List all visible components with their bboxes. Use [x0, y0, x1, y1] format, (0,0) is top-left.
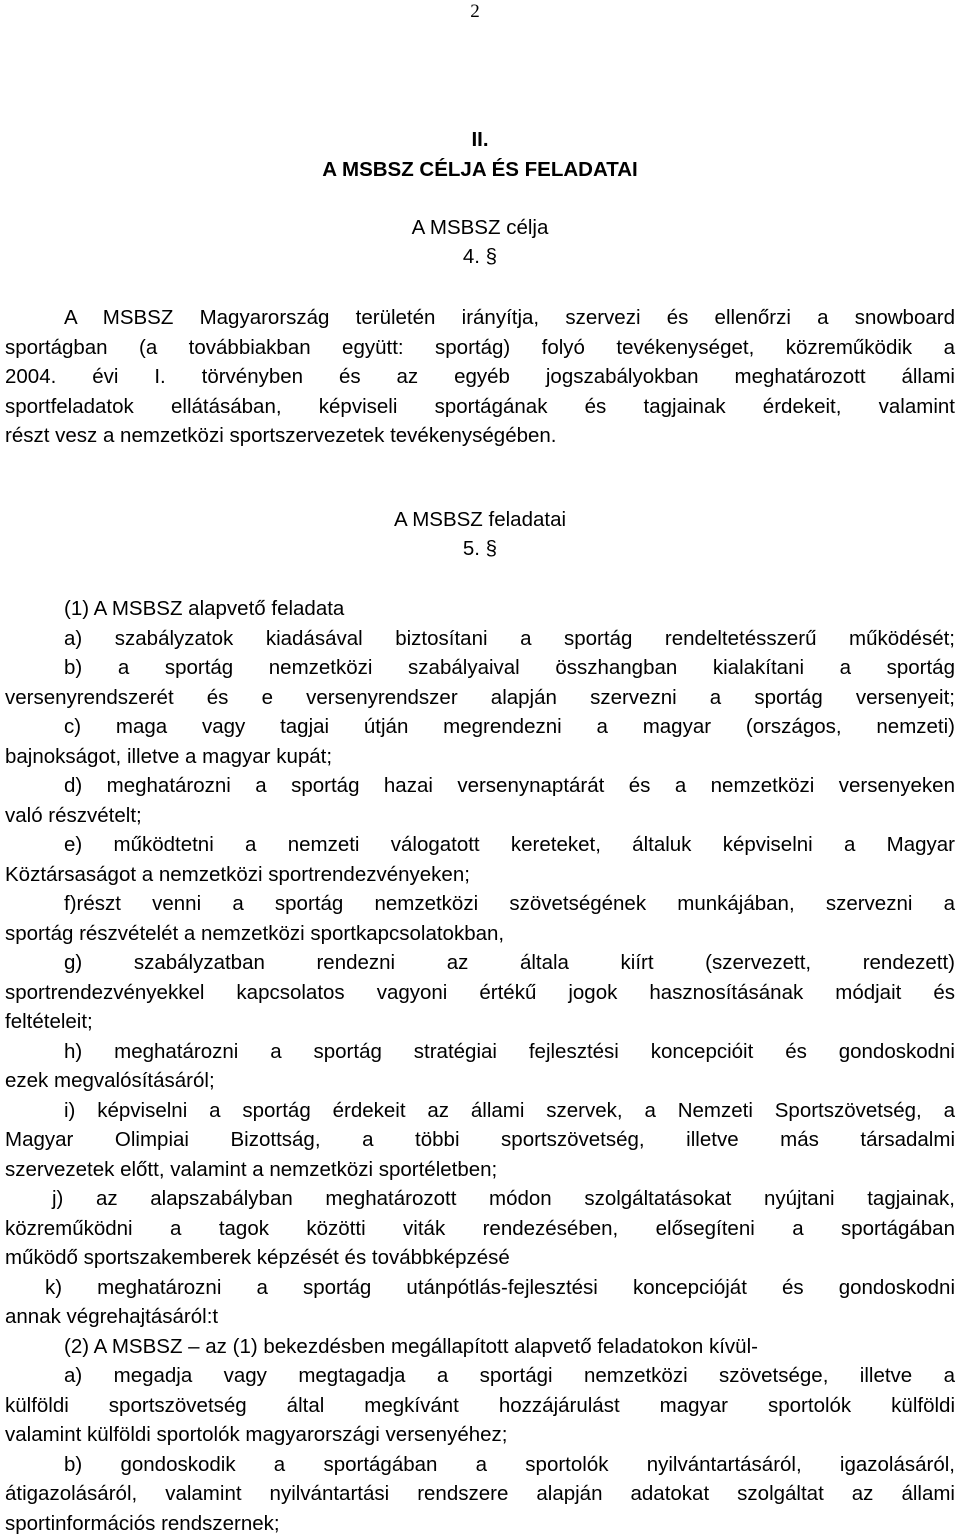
chapter-number: II. — [5, 128, 955, 152]
text-line: d) meghatározni a sportág hazai versenynaptárát és a nemzetközi versenyeken — [5, 771, 955, 801]
text-line: sportfeladatok ellátásában, képviseli sportágának és tagjainak érdekeit, valamint — [5, 392, 955, 422]
page-number: 2 — [0, 1, 955, 23]
text-line: k) meghatározni a sportág utánpótlás-fejlesztési koncepcióját és gondoskodni — [5, 1273, 955, 1303]
text-line: való részvételt; — [5, 801, 955, 831]
text-line: j) az alapszabályban meghatározott módon szolgáltatásokat nyújtani tagjainak, — [5, 1184, 955, 1214]
text-line: b) gondoskodik a sportágában a sportolók nyilvántartásáról, igazolásáról, — [5, 1450, 955, 1480]
text-line: sportrendezvényekkel kapcsolatos vagyoni értékű jogok hasznosításának módjait és — [5, 978, 955, 1008]
document-page — [5, 0, 955, 1521]
text-line: e) működtetni a nemzeti válogatott kereteket, általuk képviselni a Magyar — [5, 830, 955, 860]
text-line: versenyrendszerét és e versenyrendszer alapján szervezni a sportág versenyeit; — [5, 683, 955, 713]
text-line: b) a sportág nemzetközi szabályaival összhangban kialakítani a sportág — [5, 653, 955, 683]
section-5-heading: A MSBSZ feladatai — [5, 508, 955, 532]
text-line: ezek megvalósításáról; — [5, 1066, 955, 1096]
text-line: g) szabályzatban rendezni az általa kiírt (szervezett, rendezett) — [5, 948, 955, 978]
text-line: (1) A MSBSZ alapvető feladata — [5, 594, 955, 624]
text-line: külföldi sportszövetség által megkívánt hozzájárulást magyar sportolók külföldi — [5, 1391, 955, 1421]
text-line: működő sportszakemberek képzését és továbbképzésé — [5, 1243, 955, 1273]
section-4-heading: A MSBSZ célja — [5, 216, 955, 240]
text-line: (2) A MSBSZ – az (1) bekezdésben megállapított alapvető feladatokon kívül- — [5, 1332, 955, 1362]
text-line: i) képviselni a sportág érdekeit az állami szervek, a Nemzeti Sportszövetség, a — [5, 1096, 955, 1126]
text-line: bajnokságot, illetve a magyar kupát; — [5, 742, 955, 772]
text-line: 2004. évi I. törvényben és az egyéb jogszabályokban meghatározott állami — [5, 362, 955, 392]
text-line: c) maga vagy tagjai útján megrendezni a magyar (országos, nemzeti) — [5, 712, 955, 742]
text-line: a) megadja vagy megtagadja a sportági nemzetközi szövetsége, illetve a — [5, 1361, 955, 1391]
chapter-title: A MSBSZ CÉLJA ÉS FELADATAI — [5, 158, 955, 182]
section-5-sign: 5. § — [5, 537, 955, 561]
section-4-body — [5, 303, 955, 451]
text-line: közreműködni a tagok közötti viták rendezésében, elősegíteni a sportágában — [5, 1214, 955, 1244]
text-line: sportinformációs rendszernek; — [5, 1509, 955, 1538]
text-line: A MSBSZ Magyarország területén irányítja, szervezi és ellenőrzi a snowboard — [5, 303, 955, 333]
text-line: Köztársaságot a nemzetközi sportrendezvényeken; — [5, 860, 955, 890]
text-line: részt vesz a nemzetközi sportszervezetek tevékenységében. — [5, 421, 955, 451]
section-5-body — [5, 594, 955, 1538]
text-line: valamint külföldi sportolók magyarországi versenyéhez; — [5, 1420, 955, 1450]
text-line: h) meghatározni a sportág stratégiai fejlesztési koncepcióit és gondoskodni — [5, 1037, 955, 1067]
text-line: Magyar Olimpiai Bizottság, a többi sportszövetség, illetve más társadalmi — [5, 1125, 955, 1155]
text-line: annak végrehajtásáról:t — [5, 1302, 955, 1332]
text-line: a) szabályzatok kiadásával biztosítani a sportág rendeltetésszerű működését; — [5, 624, 955, 654]
text-line: átigazolásáról, valamint nyilvántartási rendszere alapján adatokat szolgáltat az állami — [5, 1479, 955, 1509]
section-4-sign: 4. § — [5, 245, 955, 269]
text-line: szervezetek előtt, valamint a nemzetközi sportéletben; — [5, 1155, 955, 1185]
text-line: sportágban (a továbbiakban együtt: sportág) folyó tevékenységet, közreműködik a — [5, 333, 955, 363]
text-line: sportág részvételét a nemzetközi sportkapcsolatokban, — [5, 919, 955, 949]
text-line: f)részt venni a sportág nemzetközi szövetségének munkájában, szervezni a — [5, 889, 955, 919]
text-line: feltételeit; — [5, 1007, 955, 1037]
